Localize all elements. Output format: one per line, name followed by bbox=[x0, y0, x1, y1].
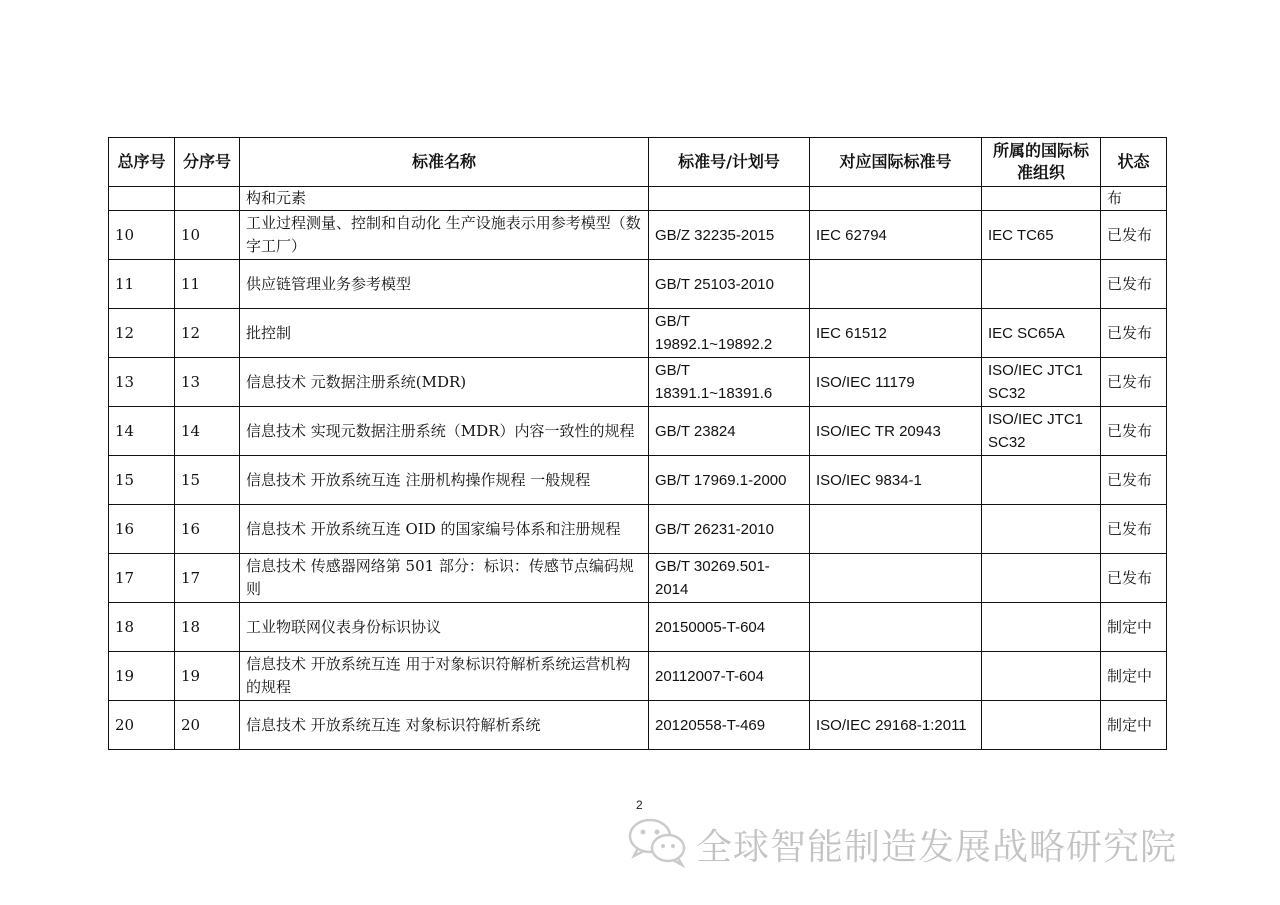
cell-code: 20150005-T-604 bbox=[649, 603, 810, 652]
header-sub-index: 分序号 bbox=[175, 138, 240, 187]
cell-name: 信息技术 元数据注册系统(MDR) bbox=[240, 358, 649, 407]
cell-code: GB/T 26231-2010 bbox=[649, 505, 810, 554]
table-row bbox=[109, 211, 1167, 260]
cell-code: GB/T 30269.501-2014 bbox=[649, 554, 810, 603]
cell-sub: 19 bbox=[175, 652, 240, 701]
cell-name: 批控制 bbox=[240, 309, 649, 358]
header-intl-standard: 对应国际标准号 bbox=[810, 138, 982, 187]
cell-total bbox=[109, 187, 175, 211]
cell-org bbox=[982, 652, 1101, 701]
cell-name: 供应链管理业务参考模型 bbox=[240, 260, 649, 309]
watermark-text: 全球智能制造发展战略研究院 bbox=[696, 826, 1178, 868]
cell-intl bbox=[810, 603, 982, 652]
cell-total: 13 bbox=[109, 358, 175, 407]
cell-total: 17 bbox=[109, 554, 175, 603]
cell-intl bbox=[810, 187, 982, 211]
table-row bbox=[109, 505, 1167, 554]
cell-intl: ISO/IEC 9834-1 bbox=[810, 456, 982, 505]
cell-intl bbox=[810, 554, 982, 603]
cell-sub: 18 bbox=[175, 603, 240, 652]
cell-total: 15 bbox=[109, 456, 175, 505]
cell-code: GB/T 17969.1-2000 bbox=[649, 456, 810, 505]
cell-status: 制定中 bbox=[1101, 603, 1167, 652]
standards-table bbox=[108, 137, 1167, 750]
table-row bbox=[109, 701, 1167, 750]
table-row bbox=[109, 603, 1167, 652]
cell-status: 已发布 bbox=[1101, 505, 1167, 554]
cell-code: GB/T 19892.1~19892.2 bbox=[649, 309, 810, 358]
cell-name: 工业过程测量、控制和自动化 生产设施表示用参考模型（数字工厂） bbox=[240, 211, 649, 260]
cell-total: 14 bbox=[109, 407, 175, 456]
cell-name: 工业物联网仪表身份标识协议 bbox=[240, 603, 649, 652]
cell-code: 20112007-T-604 bbox=[649, 652, 810, 701]
header-standard-code: 标准号/计划号 bbox=[649, 138, 810, 187]
cell-sub: 16 bbox=[175, 505, 240, 554]
cell-intl: IEC 62794 bbox=[810, 211, 982, 260]
cell-total: 19 bbox=[109, 652, 175, 701]
cell-name: 信息技术 开放系统互连 用于对象标识符解析系统运营机构的规程 bbox=[240, 652, 649, 701]
cell-code bbox=[649, 187, 810, 211]
cell-total: 16 bbox=[109, 505, 175, 554]
cell-name: 信息技术 开放系统互连 对象标识符解析系统 bbox=[240, 701, 649, 750]
header-status: 状态 bbox=[1101, 138, 1167, 187]
cell-sub: 13 bbox=[175, 358, 240, 407]
cell-sub bbox=[175, 187, 240, 211]
header-standard-name: 标准名称 bbox=[240, 138, 649, 187]
cell-org: ISO/IEC JTC1 SC32 bbox=[982, 407, 1101, 456]
cell-status: 制定中 bbox=[1101, 701, 1167, 750]
cell-intl: IEC 61512 bbox=[810, 309, 982, 358]
cell-sub: 12 bbox=[175, 309, 240, 358]
watermark bbox=[626, 814, 1177, 874]
table-row bbox=[109, 554, 1167, 603]
cell-status: 已发布 bbox=[1101, 260, 1167, 309]
cell-sub: 11 bbox=[175, 260, 240, 309]
table-header-row bbox=[109, 138, 1167, 187]
cell-sub: 10 bbox=[175, 211, 240, 260]
table-row bbox=[109, 309, 1167, 358]
cell-sub: 15 bbox=[175, 456, 240, 505]
header-intl-org: 所属的国际标准组织 bbox=[982, 138, 1101, 187]
header-total-index: 总序号 bbox=[109, 138, 175, 187]
cell-org bbox=[982, 260, 1101, 309]
cell-status: 布 bbox=[1101, 187, 1167, 211]
table-row bbox=[109, 407, 1167, 456]
cell-org bbox=[982, 554, 1101, 603]
page-number: 2 bbox=[636, 798, 643, 812]
cell-intl: ISO/IEC 29168-1:2011 bbox=[810, 701, 982, 750]
cell-total: 20 bbox=[109, 701, 175, 750]
wechat-icon bbox=[626, 814, 690, 874]
cell-name: 信息技术 开放系统互连 OID 的国家编号体系和注册规程 bbox=[240, 505, 649, 554]
cell-name: 信息技术 传感器网络第 501 部分：标识：传感节点编码规则 bbox=[240, 554, 649, 603]
cell-status: 已发布 bbox=[1101, 358, 1167, 407]
cell-org: ISO/IEC JTC1 SC32 bbox=[982, 358, 1101, 407]
cell-code: GB/T 23824 bbox=[649, 407, 810, 456]
table-row bbox=[109, 652, 1167, 701]
table-row bbox=[109, 358, 1167, 407]
cell-total: 12 bbox=[109, 309, 175, 358]
cell-intl bbox=[810, 652, 982, 701]
cell-sub: 20 bbox=[175, 701, 240, 750]
cell-intl: ISO/IEC TR 20943 bbox=[810, 407, 982, 456]
cell-code: GB/T 18391.1~18391.6 bbox=[649, 358, 810, 407]
cell-org bbox=[982, 701, 1101, 750]
table-row bbox=[109, 260, 1167, 309]
continuation-row bbox=[109, 187, 1167, 211]
cell-code: 20120558-T-469 bbox=[649, 701, 810, 750]
cell-org bbox=[982, 505, 1101, 554]
cell-code: GB/Z 32235-2015 bbox=[649, 211, 810, 260]
cell-status: 已发布 bbox=[1101, 407, 1167, 456]
cell-status: 已发布 bbox=[1101, 456, 1167, 505]
cell-status: 已发布 bbox=[1101, 309, 1167, 358]
cell-intl: ISO/IEC 11179 bbox=[810, 358, 982, 407]
cell-name: 构和元素 bbox=[240, 187, 649, 211]
cell-org bbox=[982, 603, 1101, 652]
cell-total: 10 bbox=[109, 211, 175, 260]
cell-intl bbox=[810, 260, 982, 309]
cell-org bbox=[982, 456, 1101, 505]
cell-org: IEC SC65A bbox=[982, 309, 1101, 358]
cell-intl bbox=[810, 505, 982, 554]
cell-code: GB/T 25103-2010 bbox=[649, 260, 810, 309]
cell-org bbox=[982, 187, 1101, 211]
cell-sub: 17 bbox=[175, 554, 240, 603]
cell-sub: 14 bbox=[175, 407, 240, 456]
table-row bbox=[109, 456, 1167, 505]
cell-total: 18 bbox=[109, 603, 175, 652]
cell-org: IEC TC65 bbox=[982, 211, 1101, 260]
cell-status: 制定中 bbox=[1101, 652, 1167, 701]
cell-name: 信息技术 实现元数据注册系统（MDR）内容一致性的规程 bbox=[240, 407, 649, 456]
cell-status: 已发布 bbox=[1101, 211, 1167, 260]
cell-total: 11 bbox=[109, 260, 175, 309]
cell-name: 信息技术 开放系统互连 注册机构操作规程 一般规程 bbox=[240, 456, 649, 505]
cell-status: 已发布 bbox=[1101, 554, 1167, 603]
